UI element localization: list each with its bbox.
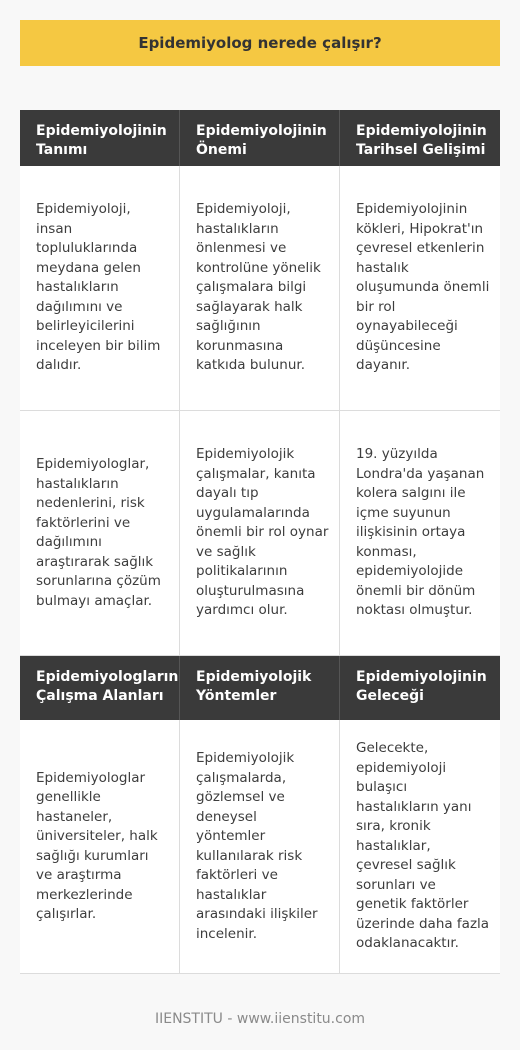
page-title: Epidemiyolog nerede çalışır? bbox=[138, 34, 382, 52]
table-cell bbox=[340, 166, 500, 411]
cell-text: Epidemiyologlar genellikle hastaneler, üniversiteler, halk sağlığı kurumları ve araştırma merkezlerinde çalışırlar. bbox=[36, 769, 158, 922]
column-header: Epidemiyolojinin Tanımı bbox=[20, 110, 180, 166]
title-banner bbox=[20, 20, 500, 66]
cell-text: Epidemiyologlar, hastalıkların nedenlerini, risk faktörlerini ve dağılımını araştırarak sağlık sorunlarına çözüm bulmayı amaçlar. bbox=[36, 456, 161, 609]
table-cell bbox=[180, 166, 340, 411]
cell-text: Epidemiyolojinin kökleri, Hipokrat'ın çevresel etkenlerin hastalık oluşumunda önemli bir rol oynayabileceği düşüncesine dayanır. bbox=[356, 201, 490, 374]
column-header: Epidemiyolojinin Tarihsel Gelişimi bbox=[340, 110, 500, 166]
table-cell bbox=[180, 720, 340, 974]
table-cell bbox=[20, 166, 180, 411]
cell-text: 19. yüzyılda Londra'da yaşanan kolera salgını ile içme suyunun ilişkisinin ortaya konması, epidemiyolojide önemli bir dönüm noktası olmuştur. bbox=[356, 446, 485, 619]
cell-text: Epidemiyoloji, hastalıkların önlenmesi ve kontrolüne yönelik çalışmalara bilgi sağlayarak halk sağlığının korunmasına katkıda bulunur. bbox=[196, 201, 321, 374]
table-cell bbox=[20, 411, 180, 656]
table-cell bbox=[180, 411, 340, 656]
table-cell bbox=[340, 720, 500, 974]
table-cell bbox=[20, 720, 180, 974]
footer-credit: IIENSTITU - www.iienstitu.com bbox=[154, 1011, 366, 1027]
column-header: Epidemiyolojinin Geleceği bbox=[340, 656, 500, 720]
column-header: Epidemiyologların Çalışma Alanları bbox=[20, 656, 180, 720]
column-header: Epidemiyolojik Yöntemler bbox=[180, 656, 340, 720]
info-table bbox=[20, 110, 500, 974]
cell-text: Epidemiyolojik çalışmalar, kanıta dayalı tıp uygulamalarında önemli bir rol oynar ve sağlık politikalarının oluşturulmasına yardımcı olur. bbox=[196, 446, 329, 619]
cell-text: Epidemiyoloji, insan topluluklarında meydana gelen hastalıkların dağılımını ve belirleyicilerini inceleyen bir bilim dalıdır. bbox=[36, 201, 161, 374]
table-cell bbox=[340, 411, 500, 656]
cell-text: Epidemiyolojik çalışmalarda, gözlemsel ve deneysel yöntemler kullanılarak risk faktörleri ve hastalıklar arasındaki ilişkiler incelenir. bbox=[196, 750, 318, 942]
cell-text: Gelecekte, epidemiyoloji bulaşıcı hastalıkların yanı sıra, kronik hastalıklar, çevresel sağlık sorunları ve genetik faktörler üzerinde daha fazla odaklanacaktır. bbox=[356, 740, 490, 952]
column-header: Epidemiyolojinin Önemi bbox=[180, 110, 340, 166]
